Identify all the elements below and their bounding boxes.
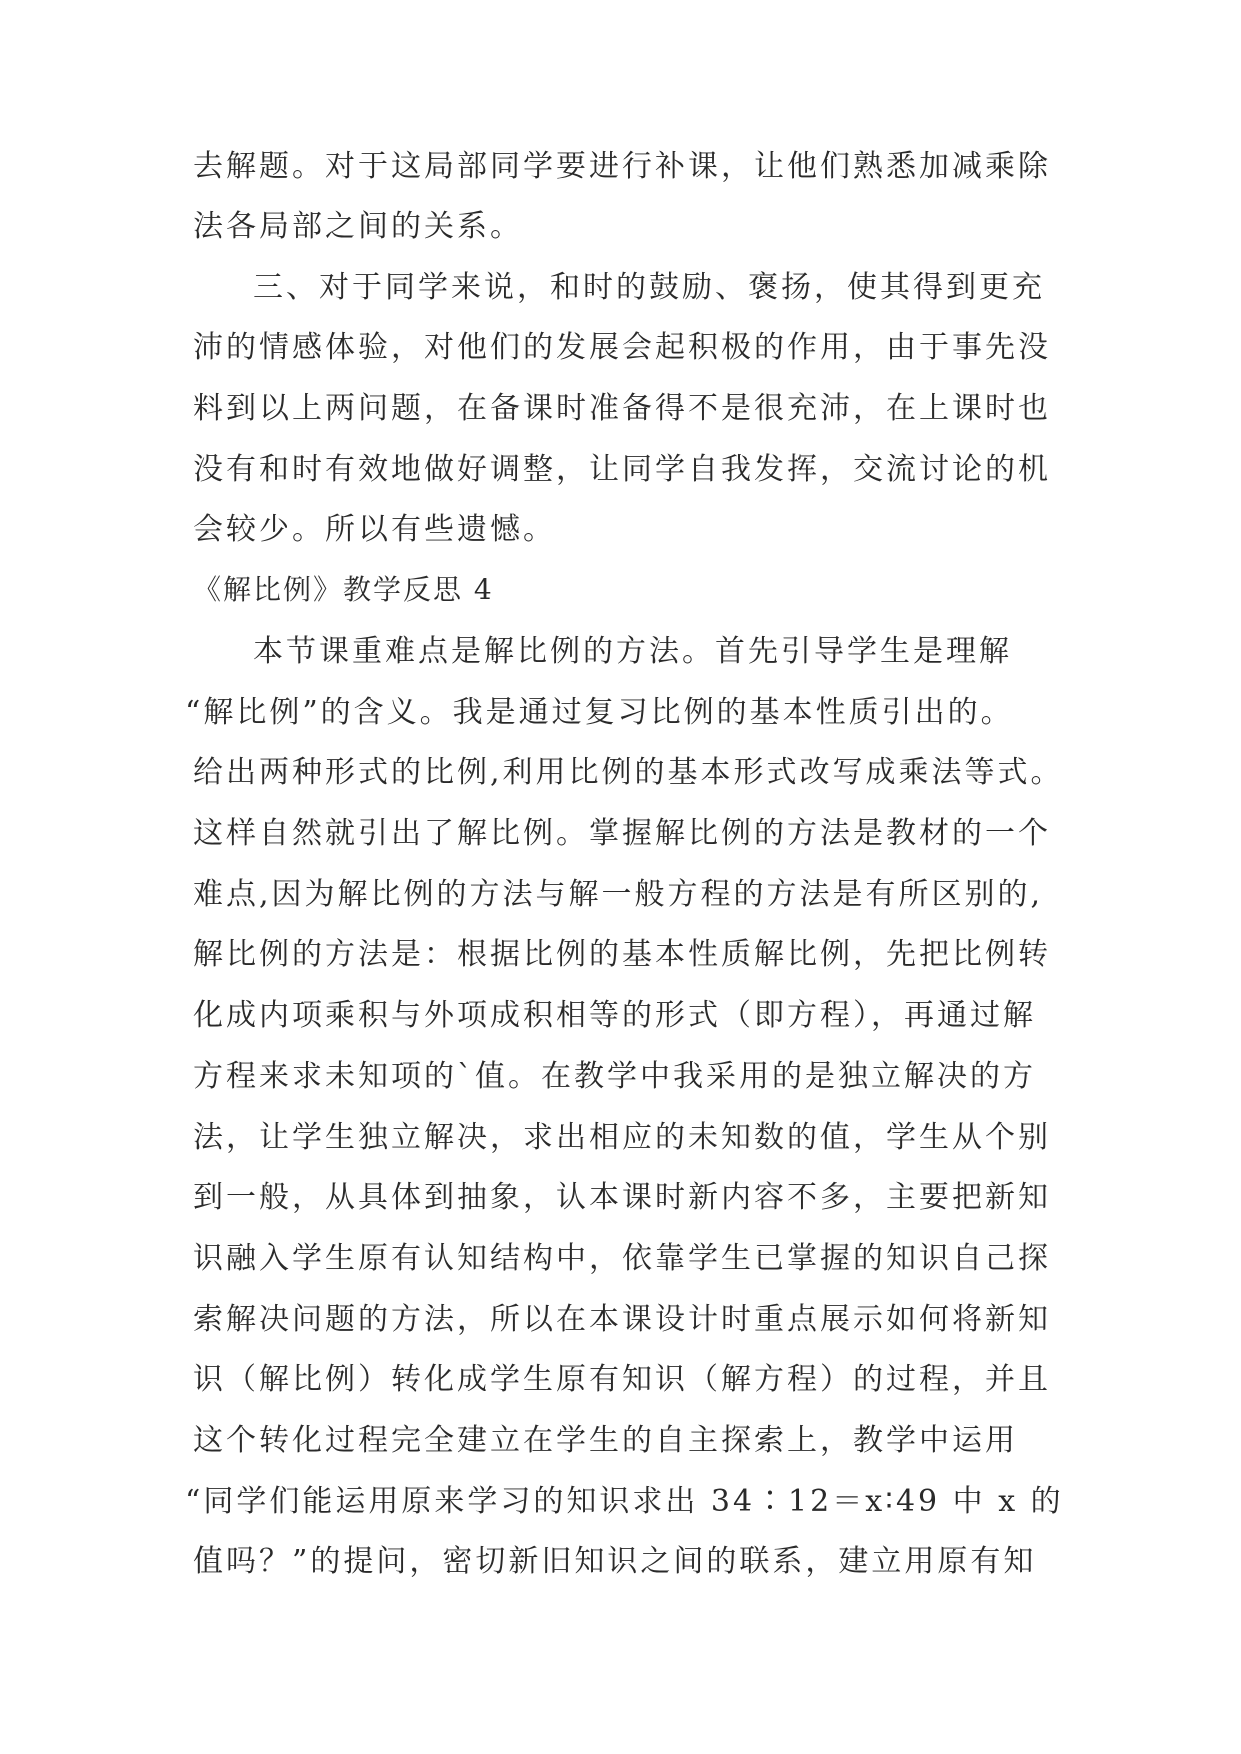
paragraph-line: 本节课重难点是解比例的方法。首先引导学生是理解 bbox=[253, 634, 1012, 669]
paragraph-line: 会较少。所以有些遗憾。 bbox=[193, 512, 556, 547]
paragraph-line: 没有和时有效地做好调整，让同学自我发挥，交流讨论的机 bbox=[193, 452, 1051, 487]
paragraph-line: 方程来求未知项的`值。在教学中我采用的是独立解决的方 bbox=[193, 1059, 1036, 1094]
paragraph-line: 这个转化过程完全建立在学生的自主探索上，教学中运用 bbox=[193, 1423, 1018, 1458]
paragraph-line: 难点,因为解比例的方法与解一般方程的方法是有所区别的, bbox=[193, 877, 1044, 912]
section-heading: 《解比例》教学反思 4 bbox=[193, 573, 494, 606]
paragraph-line: 解比例的方法是：根据比例的基本性质解比例，先把比例转 bbox=[193, 937, 1051, 972]
paragraph-line: 值吗？”的提问，密切新旧知识之间的联系，建立用原有知 bbox=[193, 1544, 1037, 1579]
paragraph-line: 识融入学生原有认知结构中，依靠学生已掌握的知识自己探 bbox=[193, 1241, 1051, 1276]
paragraph-line: 料到以上两问题，在备课时准备得不是很充沛，在上课时也 bbox=[193, 391, 1051, 426]
paragraph-line: 这样自然就引出了解比例。掌握解比例的方法是教材的一个 bbox=[193, 816, 1051, 851]
paragraph-line: 法各局部之间的关系。 bbox=[193, 209, 523, 244]
paragraph-line: 去解题。对于这局部同学要进行补课，让他们熟悉加减乘除 bbox=[193, 149, 1051, 184]
paragraph-line: 法，让学生独立解决，求出相应的未知数的值，学生从个别 bbox=[193, 1120, 1051, 1155]
paragraph-line: 索解决问题的方法，所以在本课设计时重点展示如何将新知 bbox=[193, 1302, 1051, 1337]
paragraph-line: “解比例”的含义。我是通过复习比例的基本性质引出的。 bbox=[185, 695, 1014, 730]
paragraph-line: 沛的情感体验，对他们的发展会起积极的作用，由于事先没 bbox=[193, 330, 1051, 365]
paragraph-line: “同学们能运用原来学习的知识求出 34∶12＝x∶49 中 x 的 bbox=[185, 1484, 1064, 1519]
paragraph-line: 给出两种形式的比例,利用比例的基本形式改写成乘法等式。 bbox=[193, 755, 1064, 790]
paragraph-line: 化成内项乘积与外项成积相等的形式（即方程），再通过解 bbox=[193, 998, 1036, 1033]
paragraph-line: 到一般，从具体到抽象，认本课时新内容不多，主要把新知 bbox=[193, 1180, 1051, 1215]
paragraph-line: 三、对于同学来说，和时的鼓励、褒扬，使其得到更充 bbox=[253, 270, 1045, 305]
paragraph-line: 识（解比例）转化成学生原有知识（解方程）的过程，并且 bbox=[193, 1362, 1051, 1397]
